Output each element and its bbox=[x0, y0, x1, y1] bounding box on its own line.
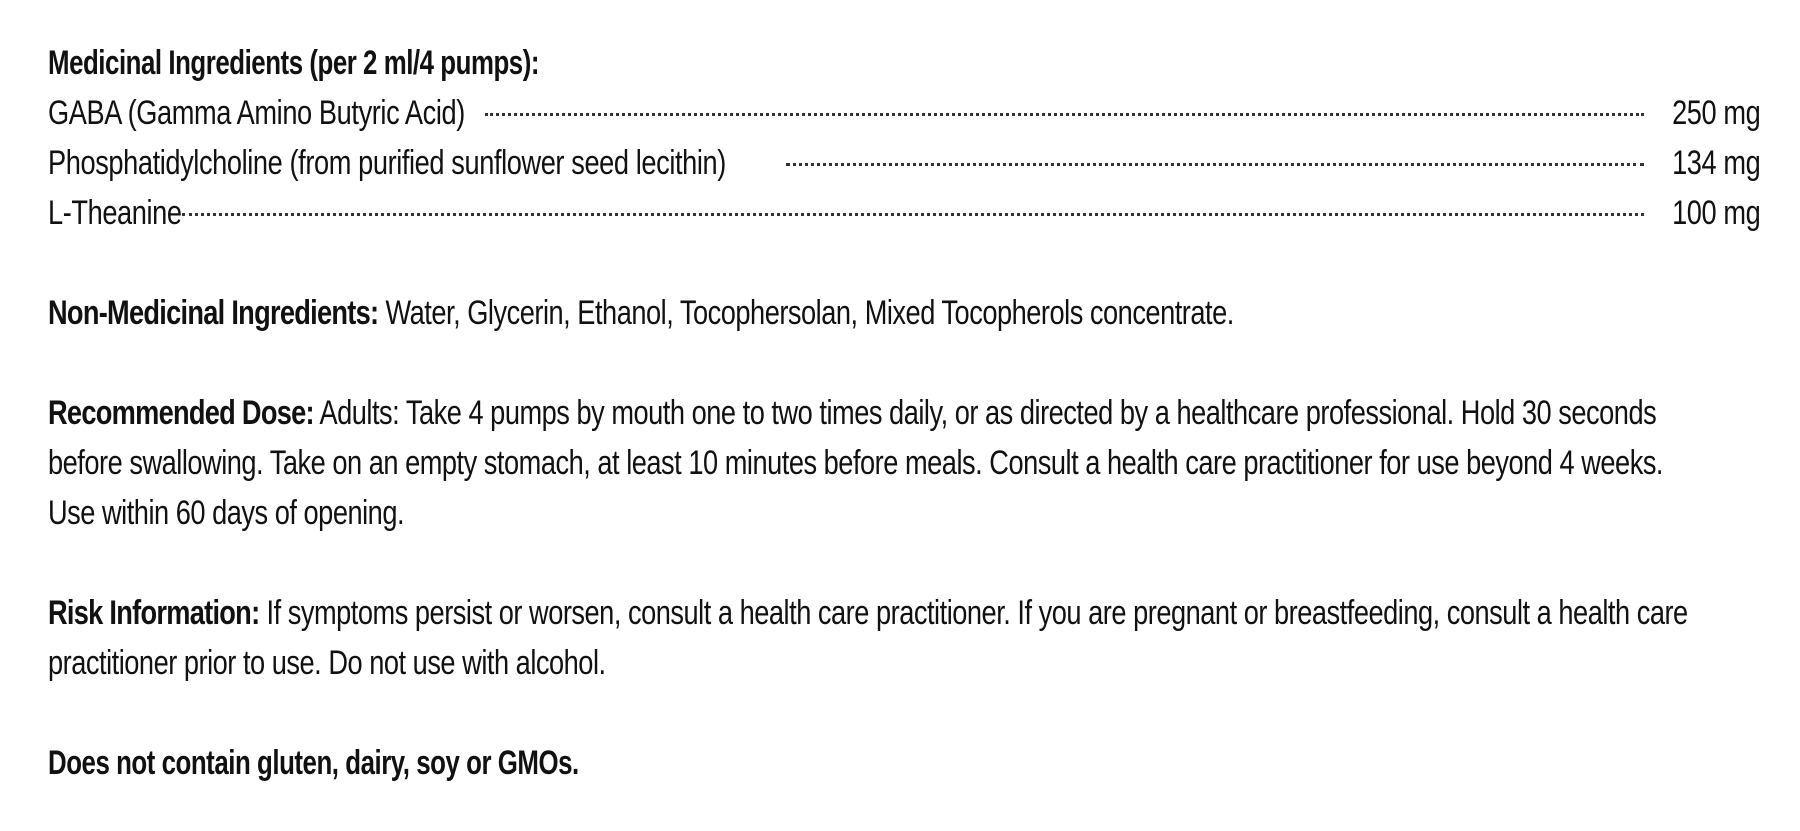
medicinal-ingredients-heading: Medicinal Ingredients (per 2 ml/4 pumps): bbox=[48, 44, 540, 82]
ingredient-name: L-Theanine bbox=[48, 194, 182, 232]
ingredient-row bbox=[48, 188, 1760, 238]
dose-text-line: Use within 60 days of opening. bbox=[48, 494, 405, 532]
non-medicinal-text: Water, Glycerin, Ethanol, Tocophersolan, Mixed Tocopherols concentrate. bbox=[378, 294, 1234, 332]
non-medicinal-label: Non-Medicinal Ingredients: bbox=[48, 294, 379, 332]
dose-label: Recommended Dose: bbox=[48, 394, 314, 432]
dose-text-line: before swallowing. Take on an empty stomach, at least 10 minutes before meals. Consult a health care practitioner for use beyond 4 weeks. bbox=[48, 444, 1664, 482]
risk-information bbox=[48, 588, 1760, 688]
ingredient-row bbox=[48, 138, 1760, 188]
risk-text-line: practitioner prior to use. Do not use with alcohol. bbox=[48, 644, 606, 682]
dot-leader bbox=[786, 163, 1644, 166]
ingredient-amount: 100 mg bbox=[1671, 194, 1760, 232]
ingredient-name: Phosphatidylcholine (from purified sunflower seed lecithin) bbox=[48, 144, 726, 182]
recommended-dose bbox=[48, 388, 1760, 538]
ingredient-amount: 250 mg bbox=[1671, 94, 1760, 132]
non-medicinal-ingredients bbox=[48, 288, 1418, 338]
ingredient-name: GABA (Gamma Amino Butyric Acid) bbox=[48, 94, 465, 132]
ingredient-row bbox=[48, 88, 1760, 138]
allergen-statement: Does not contain gluten, dairy, soy or GMOs. bbox=[48, 744, 579, 782]
dot-leader bbox=[485, 113, 1644, 116]
risk-text-line: If symptoms persist or worsen, consult a health care practitioner. If you are pregnant or breastfeeding, consult a health care bbox=[259, 594, 1688, 632]
dot-leader bbox=[182, 213, 1644, 216]
risk-label: Risk Information: bbox=[48, 594, 260, 632]
supplement-label bbox=[48, 38, 1760, 788]
ingredient-amount: 134 mg bbox=[1671, 144, 1760, 182]
medicinal-ingredients-section bbox=[48, 38, 1760, 238]
dose-text-line: Adults: Take 4 pumps by mouth one to two times daily, or as directed by a healthcare professional. Hold 30 seconds bbox=[313, 394, 1657, 432]
